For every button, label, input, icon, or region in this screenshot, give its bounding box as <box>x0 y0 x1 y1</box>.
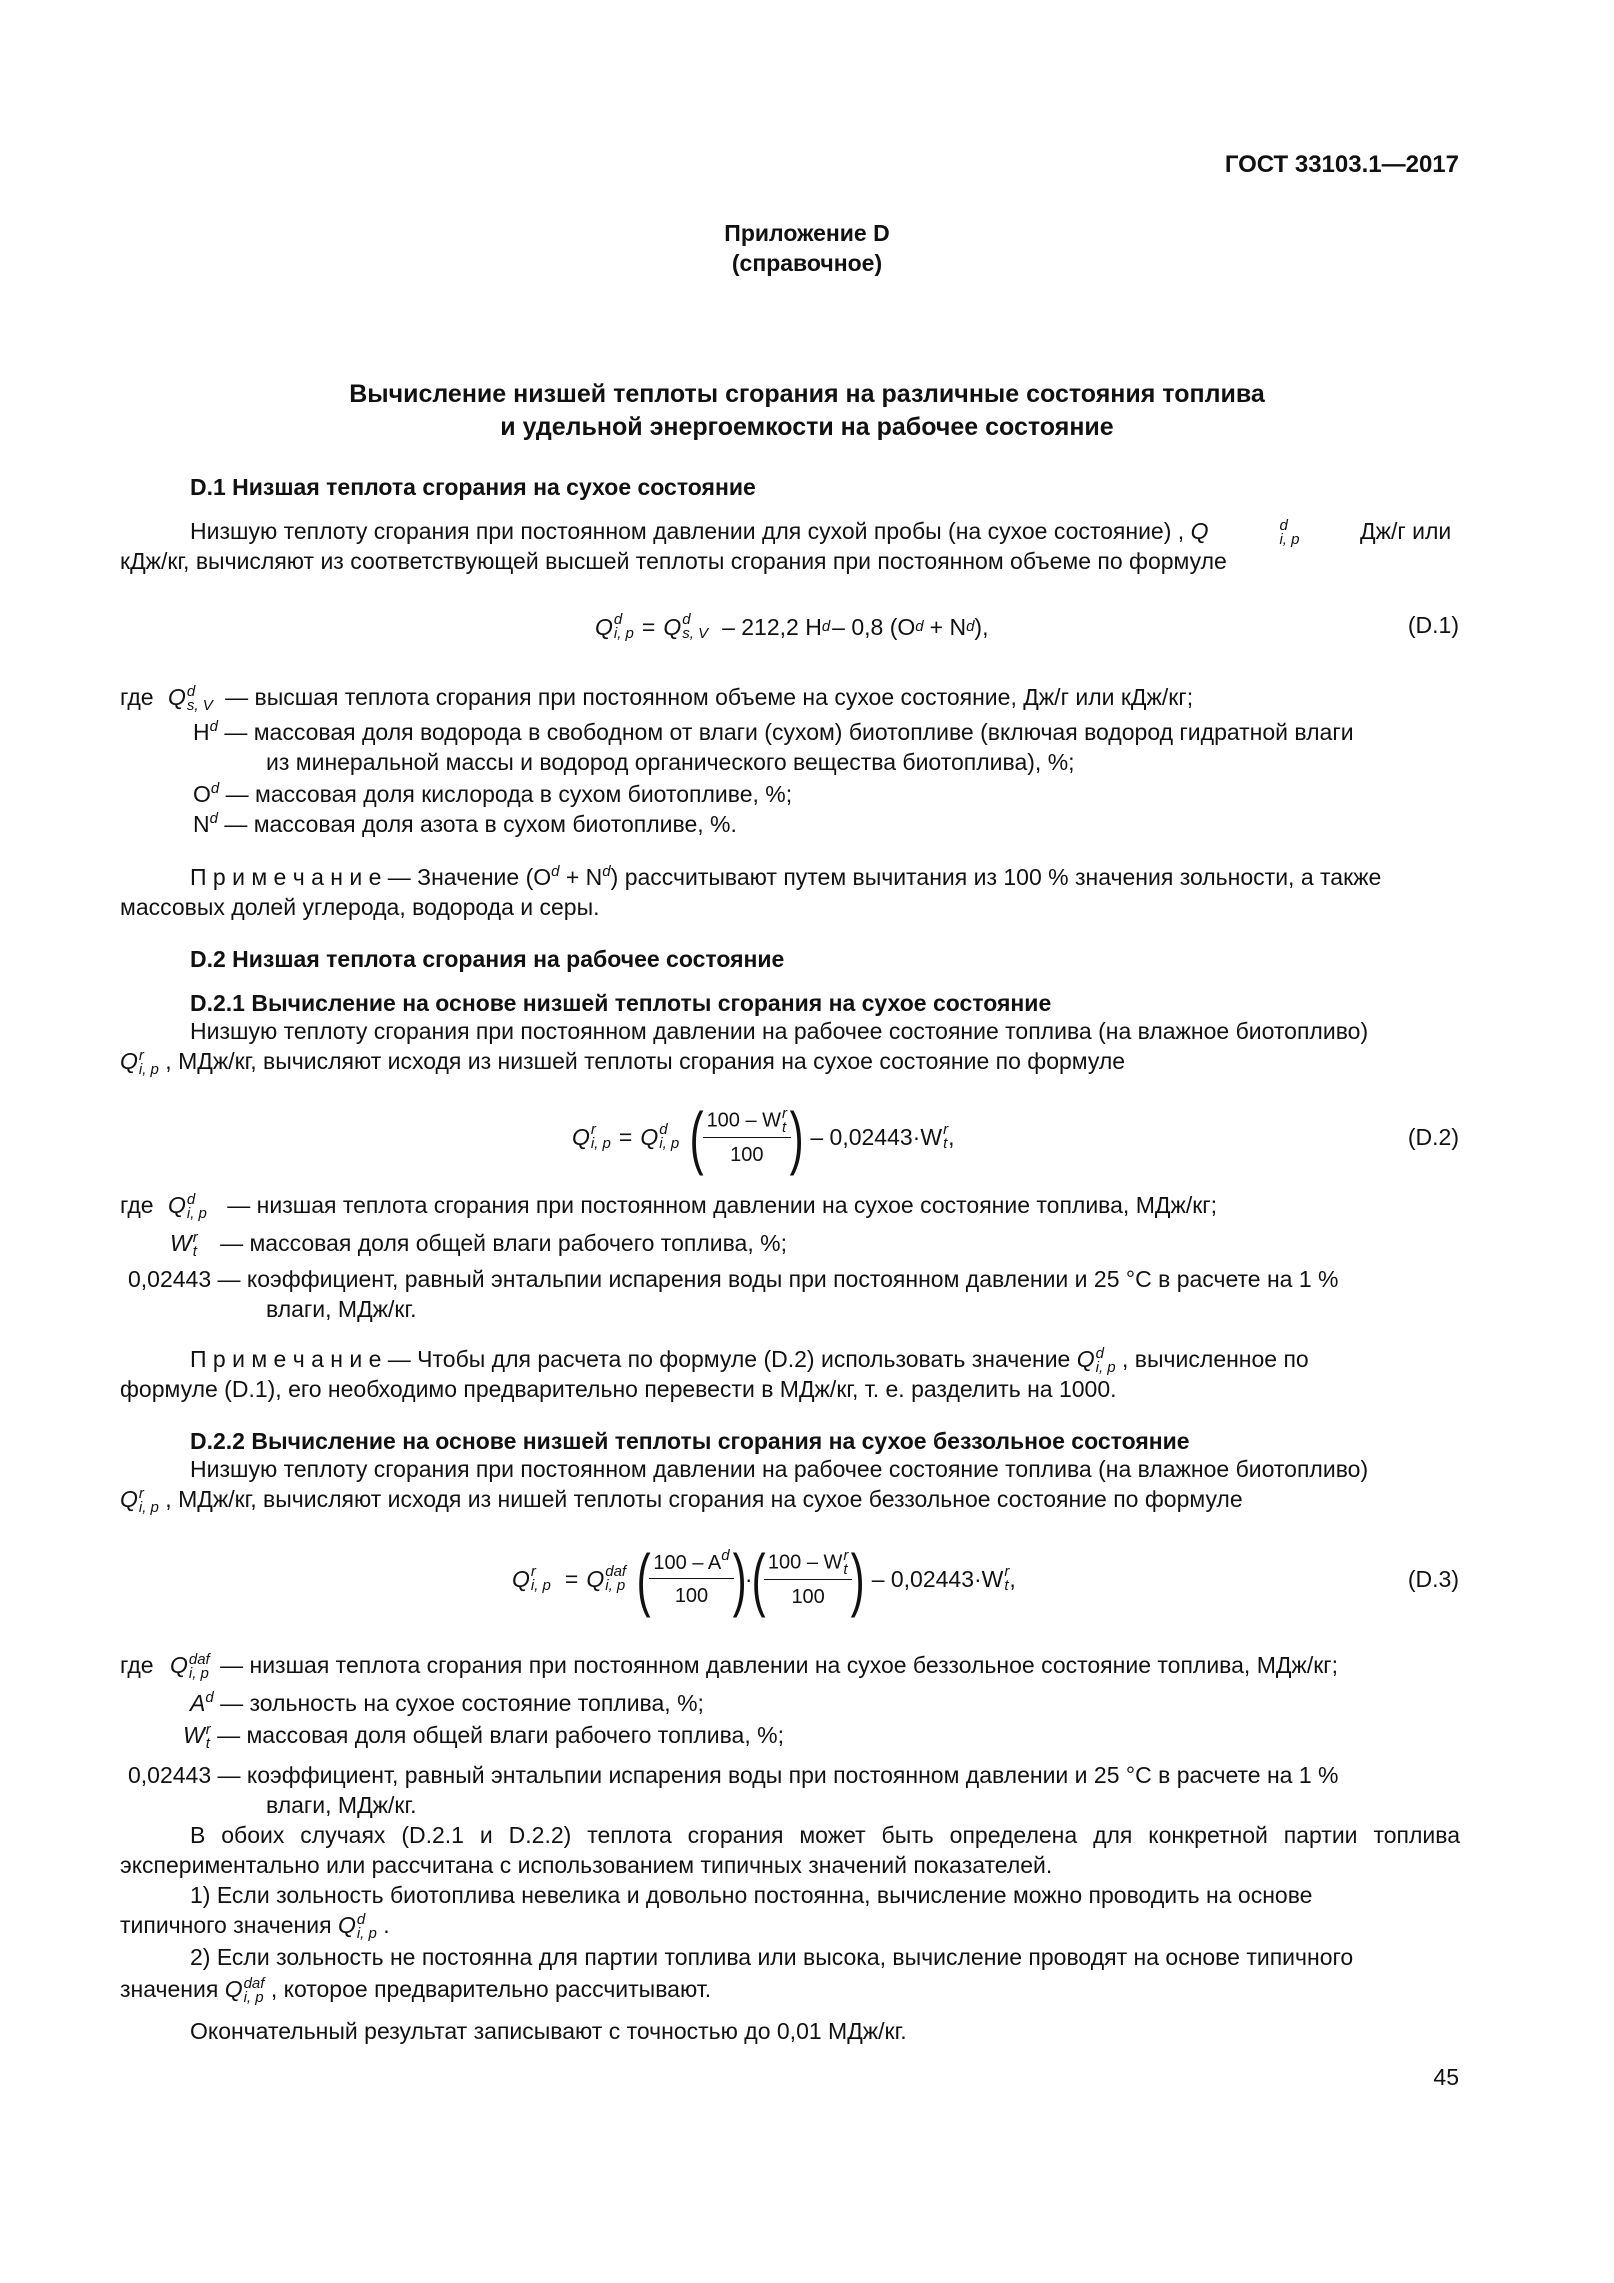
def-n: $N^d$ — массовая доля азота в сухом биотопливе, %. <box>193 810 737 837</box>
def-h: $H^d$ — массовая доля водорода в свободном от влаги (сухом) биотопливе (включая водород гидратной влаги <box>193 718 1354 745</box>
eq-number-d1: (D.1) <box>1407 612 1459 638</box>
d1-intro-cont: кДж/кг, вычисляют из соответствующей высшей теплоты сгорания при постоянном объеме по формуле <box>120 548 1227 574</box>
d1-intro-unit: Дж/г или <box>1360 518 1452 544</box>
paragraph-case1-cont: типичного значения Q d i, p . <box>120 1910 390 1942</box>
paragraph-both-cases: В обоих случаях (D.2.1 и D.2.2) теплота сгорания может быть определена для конкретной партии топлива экспериментально или рассчитана с использованием типичных значений показателей. <box>120 1822 1460 1878</box>
note-d2-cont: формуле (D.1), его необходимо предварительно перевести в МДж/кг, т. е. разделить на 1000. <box>120 1376 1117 1402</box>
def-coef: 0,02443 — коэффициент, равный энтальпии испарения воды при постоянном давлении и 25 °C в расчете на 1 % <box>128 1266 1339 1292</box>
standard-number: ГОСТ 33103.1—2017 <box>1224 151 1459 178</box>
def-o: $O^d$ — массовая доля кислорода в сухом биотопливе, %; <box>193 780 793 807</box>
def-qd: где Q d i, p — низшая теплота сгорания при постоянном давлении на сухое состояние топлива, МДж/кг; <box>120 1190 1218 1222</box>
paragraph-case1: 1) Если зольность биотоплива невелика и довольно постоянна, вычисление можно проводить на основе <box>190 1882 1313 1908</box>
section-d1-intro: Низшую теплоту сгорания при постоянном давлении для сухой пробы (на сухое состояние) , Q d i, p <box>190 516 1300 548</box>
main-title-line2: и удельной энергоемкости на рабочее состояние <box>500 413 1114 441</box>
annex-title: Приложение D <box>724 220 890 246</box>
eq-number-d2: (D.2) <box>1407 1124 1459 1150</box>
note-d1: П р и м е ч а н и е — Значение $(O^d + N^d)$ рассчитывают путем вычитания из 100 % значения зольности, а также <box>190 863 1382 890</box>
section-d22-heading: D.2.2 Вычисление на основе низшей теплоты сгорания на сухое беззольное состояние <box>190 1428 1190 1454</box>
main-title-line1: Вычисление низшей теплоты сгорания на различные состояния топлива <box>349 380 1265 408</box>
def-w2: W r t — массовая доля общей влаги рабочего топлива, %; <box>183 1720 784 1752</box>
d21-intro: Низшую теплоту сгорания при постоянном давлении на рабочее состояние топлива (на влажное биотопливо) <box>190 1018 1369 1044</box>
paragraph-final: Окончательный результат записывают с точностью до 0,01 МДж/кг. <box>190 2018 907 2044</box>
note-d2: П р и м е ч а н и е — Чтобы для расчета по формуле (D.2) использовать значение Q d i, p , вычисленное по <box>190 1344 1309 1376</box>
page-number: 45 <box>1433 2064 1459 2090</box>
section-d2-heading: D.2 Низшая теплота сгорания на рабочее состояние <box>190 946 785 972</box>
note-d1-cont: массовых долей углерода, водорода и серы. <box>120 894 600 920</box>
d22-intro: Низшую теплоту сгорания при постоянном давлении на рабочее состояние топлива (на влажное биотопливо) <box>190 1456 1369 1482</box>
annex-type: (справочное) <box>731 250 883 276</box>
formula-d2: Q r i, p = Q d i, p ( 100 – W r t 100 ) – 0,02443·W r t , <box>572 1098 955 1176</box>
annex-heading <box>0 218 1614 278</box>
d21-intro-cont: Q r i, p , МДж/кг, вычисляют исходя из низшей теплоты сгорания на сухое состояние по формуле <box>120 1046 1126 1078</box>
fraction-d2: 100 – W r t 100 <box>703 1107 791 1168</box>
formula-d1: Q d i, p = Q d s, V – 212,2 H d – 0,8 (O d + N d ), <box>595 611 989 642</box>
eq-number-d3: (D.3) <box>1407 1566 1459 1592</box>
paragraph-case2-cont: значения Q daf i, p , которое предварительно рассчитывают. <box>120 1974 712 2006</box>
section-d1-heading: D.1 Низшая теплота сгорания на сухое состояние <box>190 474 756 500</box>
section-d21-heading: D.2.1 Вычисление на основе низшей теплоты сгорания на сухое состояние <box>190 990 1052 1016</box>
def-coef2-cont: влаги, МДж/кг. <box>266 1792 417 1818</box>
def-qsv: где Q d s, V — высшая теплота сгорания при постоянном объеме на сухое состояние, Дж/г или кДж/кг; <box>120 682 1194 714</box>
fraction-d3-ash: $\frac{100 - A^d}{100}$ <box>649 1550 733 1609</box>
def-coef-cont: влаги, МДж/кг. <box>266 1296 417 1322</box>
fraction-d3-moisture: 100 – W r t 100 <box>764 1549 852 1610</box>
def-coef2: 0,02443 — коэффициент, равный энтальпии испарения воды при постоянном давлении и 25 °C в расчете на 1 % <box>128 1762 1339 1788</box>
main-title <box>0 378 1614 444</box>
def-a: $A^d$ — зольность на сухое состояние топлива, %; <box>190 1689 704 1716</box>
def-qdaf: где Q daf i, p — низшая теплота сгорания при постоянном давлении на сухое беззольное состояние топлива, МДж/кг; <box>120 1650 1339 1682</box>
def-w: W r t — массовая доля общей влаги рабочего топлива, %; <box>170 1228 787 1260</box>
formula-d3: Q r i, p = Q daf i, p ( $\frac{100 - A^d}{100}$ ) · ( 100 – W r t 100 ) – 0,02443·W r t , <box>512 1540 1016 1618</box>
d22-intro-cont: Q r i, p , МДж/кг, вычисляют исходя из нишей теплоты сгорания на сухое беззольное состояние по формуле <box>120 1484 1243 1516</box>
paragraph-case2: 2) Если зольность не постоянна для партии топлива или высока, вычисление проводят на основе типичного <box>190 1944 1354 1970</box>
def-h-cont: из минеральной массы и водород органического вещества биотоплива), %; <box>266 749 1075 775</box>
